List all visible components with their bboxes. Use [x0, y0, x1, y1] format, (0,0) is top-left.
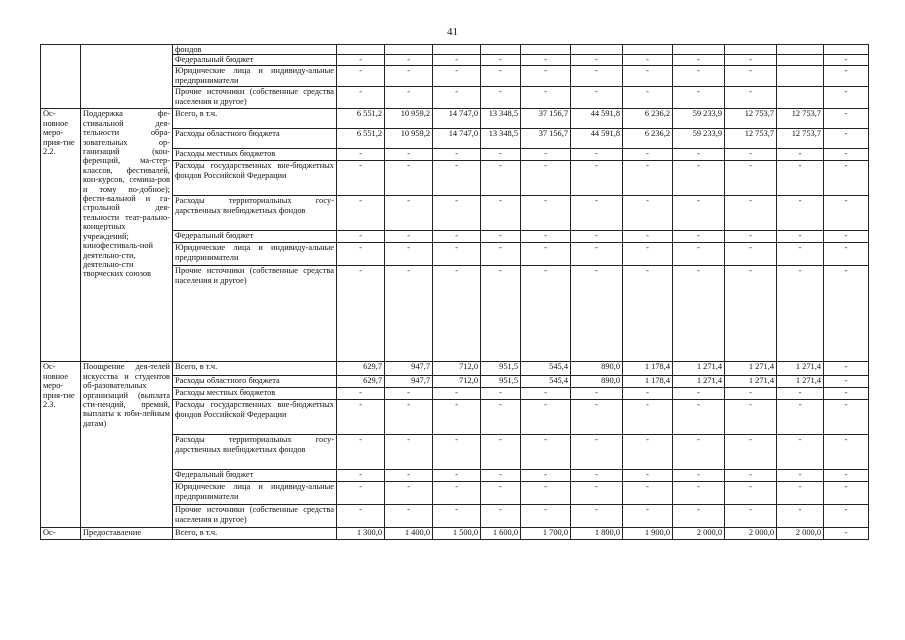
- value-cell: -: [433, 505, 481, 528]
- value-cell: -: [521, 505, 571, 528]
- value-cell: -: [824, 196, 869, 231]
- value-cell: -: [433, 388, 481, 400]
- value-cell: -: [623, 470, 673, 482]
- value-cell: -: [623, 266, 673, 362]
- value-cell: -: [521, 482, 571, 505]
- value-cell: 13 348,5: [481, 129, 521, 149]
- value-cell: -: [385, 388, 433, 400]
- value-cell: -: [824, 243, 869, 266]
- value-cell: [521, 45, 571, 55]
- value-cell: 1 900,0: [623, 528, 673, 540]
- value-cell: -: [521, 435, 571, 470]
- value-cell: -: [571, 196, 623, 231]
- value-cell: -: [521, 55, 571, 66]
- value-cell: -: [337, 87, 385, 109]
- value-cell: -: [725, 400, 777, 435]
- value-cell: 44 591,8: [571, 109, 623, 129]
- value-cell: 12 753,7: [777, 129, 824, 149]
- value-cell: 1 271,4: [777, 376, 824, 388]
- value-cell: -: [777, 435, 824, 470]
- value-cell: 59 233,9: [673, 129, 725, 149]
- value-cell: 1 600,0: [481, 528, 521, 540]
- funding-source-label: Юридические лица и индивиду-альные предприниматели: [173, 243, 337, 266]
- value-cell: 13 348,5: [481, 109, 521, 129]
- value-cell: -: [385, 435, 433, 470]
- value-cell: -: [481, 482, 521, 505]
- funding-source-label: Федеральный бюджет: [173, 55, 337, 66]
- funding-source-label: Юридические лица и индивиду-альные предприниматели: [173, 66, 337, 87]
- value-cell: -: [571, 55, 623, 66]
- table-row: [41, 45, 869, 55]
- budget-table: [40, 44, 869, 540]
- measure-code: Ос-новное меро-прия-тие 2.2.: [41, 109, 81, 362]
- value-cell: 2 000,0: [673, 528, 725, 540]
- funding-source-label: Прочие источники (собственные средства населения и другое): [173, 505, 337, 528]
- value-cell: -: [777, 400, 824, 435]
- funding-source-label: Всего, в т.ч.: [173, 109, 337, 129]
- measure-title: Предоставление: [81, 528, 173, 540]
- value-cell: -: [725, 149, 777, 161]
- measure-code: [41, 45, 81, 109]
- funding-source-label: Расходы областного бюджета: [173, 129, 337, 149]
- value-cell: 629,7: [337, 362, 385, 376]
- value-cell: [824, 45, 869, 55]
- value-cell: -: [725, 161, 777, 196]
- value-cell: -: [385, 482, 433, 505]
- value-cell: -: [521, 388, 571, 400]
- value-cell: -: [673, 435, 725, 470]
- value-cell: 1 500,0: [433, 528, 481, 540]
- value-cell: 14 747,0: [433, 129, 481, 149]
- value-cell: 10 959,2: [385, 109, 433, 129]
- value-cell: -: [777, 243, 824, 266]
- value-cell: -: [673, 470, 725, 482]
- value-cell: -: [824, 528, 869, 540]
- value-cell: 1 271,4: [777, 362, 824, 376]
- value-cell: -: [824, 376, 869, 388]
- value-cell: 629,7: [337, 376, 385, 388]
- value-cell: -: [725, 87, 777, 109]
- value-cell: -: [385, 400, 433, 435]
- value-cell: -: [481, 87, 521, 109]
- funding-source-label: Расходы местных бюджетов: [173, 149, 337, 161]
- value-cell: -: [673, 400, 725, 435]
- value-cell: 1 700,0: [521, 528, 571, 540]
- value-cell: -: [623, 388, 673, 400]
- value-cell: -: [777, 482, 824, 505]
- funding-source-label: Расходы государственных вне-бюджетных фондов Российской Федерации: [173, 400, 337, 435]
- value-cell: -: [673, 149, 725, 161]
- value-cell: -: [673, 243, 725, 266]
- value-cell: 712,0: [433, 376, 481, 388]
- value-cell: -: [481, 243, 521, 266]
- value-cell: -: [824, 87, 869, 109]
- value-cell: [777, 87, 824, 109]
- value-cell: -: [481, 196, 521, 231]
- value-cell: -: [481, 470, 521, 482]
- value-cell: -: [571, 388, 623, 400]
- value-cell: 12 753,7: [725, 129, 777, 149]
- value-cell: -: [433, 161, 481, 196]
- value-cell: -: [521, 87, 571, 109]
- value-cell: -: [824, 149, 869, 161]
- value-cell: -: [521, 400, 571, 435]
- value-cell: -: [725, 231, 777, 243]
- value-cell: -: [725, 388, 777, 400]
- value-cell: -: [337, 161, 385, 196]
- value-cell: -: [337, 505, 385, 528]
- value-cell: -: [481, 505, 521, 528]
- value-cell: -: [673, 482, 725, 505]
- funding-source-label: Расходы областного бюджета: [173, 376, 337, 388]
- value-cell: -: [337, 149, 385, 161]
- value-cell: -: [673, 231, 725, 243]
- value-cell: -: [481, 149, 521, 161]
- value-cell: 44 591,8: [571, 129, 623, 149]
- value-cell: 545,4: [521, 376, 571, 388]
- value-cell: -: [623, 400, 673, 435]
- value-cell: -: [623, 55, 673, 66]
- value-cell: [777, 45, 824, 55]
- value-cell: -: [571, 87, 623, 109]
- value-cell: -: [385, 196, 433, 231]
- value-cell: [725, 45, 777, 55]
- value-cell: -: [673, 66, 725, 87]
- funding-source-label: Прочие источники (собственные средства населения и другое): [173, 266, 337, 362]
- value-cell: -: [824, 362, 869, 376]
- value-cell: -: [824, 109, 869, 129]
- value-cell: 1 178,4: [623, 362, 673, 376]
- value-cell: 1 271,4: [725, 376, 777, 388]
- value-cell: -: [824, 266, 869, 362]
- value-cell: -: [521, 231, 571, 243]
- value-cell: -: [824, 470, 869, 482]
- value-cell: -: [824, 55, 869, 66]
- value-cell: -: [521, 196, 571, 231]
- value-cell: -: [481, 231, 521, 243]
- funding-source-label: Федеральный бюджет: [173, 231, 337, 243]
- value-cell: -: [824, 400, 869, 435]
- value-cell: 1 271,4: [673, 362, 725, 376]
- value-cell: -: [481, 161, 521, 196]
- value-cell: -: [824, 66, 869, 87]
- value-cell: -: [571, 435, 623, 470]
- value-cell: -: [725, 470, 777, 482]
- value-cell: -: [433, 243, 481, 266]
- value-cell: 890,0: [571, 376, 623, 388]
- value-cell: -: [623, 482, 673, 505]
- value-cell: -: [521, 161, 571, 196]
- value-cell: [777, 55, 824, 66]
- value-cell: -: [725, 66, 777, 87]
- value-cell: -: [337, 266, 385, 362]
- value-cell: 947,7: [385, 362, 433, 376]
- value-cell: -: [433, 66, 481, 87]
- funding-source-label: Расходы территориальных госу-дарственных внебюджетных фондов: [173, 435, 337, 470]
- value-cell: -: [571, 266, 623, 362]
- measure-title: Поддержка фе-стивальной дея-тельности обра-зовательных ор-ганизаций (кон-ференций, ма-стер-классов, фестивалей, кон-курсов, семина-ров и тому по-добное); фести-вальной и га-строльной дея-тельности теат-рально-концертных учреждений; кинофестиваль-ной деятельно-сти, деятельно-сти творческих союзов: [81, 109, 173, 362]
- value-cell: -: [777, 196, 824, 231]
- page-number: 41: [447, 26, 458, 38]
- value-cell: -: [521, 470, 571, 482]
- value-cell: -: [337, 66, 385, 87]
- funding-source-label: Расходы местных бюджетов: [173, 388, 337, 400]
- value-cell: -: [481, 266, 521, 362]
- value-cell: [433, 45, 481, 55]
- value-cell: -: [725, 505, 777, 528]
- value-cell: [623, 45, 673, 55]
- value-cell: 37 156,7: [521, 109, 571, 129]
- value-cell: -: [433, 482, 481, 505]
- value-cell: -: [521, 66, 571, 87]
- value-cell: -: [571, 149, 623, 161]
- value-cell: 6 551,2: [337, 129, 385, 149]
- value-cell: -: [777, 231, 824, 243]
- measure-title: [81, 45, 173, 109]
- value-cell: [337, 45, 385, 55]
- value-cell: -: [824, 161, 869, 196]
- value-cell: -: [433, 400, 481, 435]
- value-cell: -: [623, 231, 673, 243]
- value-cell: -: [623, 243, 673, 266]
- value-cell: -: [777, 388, 824, 400]
- value-cell: 12 753,7: [725, 109, 777, 129]
- value-cell: -: [433, 55, 481, 66]
- value-cell: -: [673, 388, 725, 400]
- value-cell: -: [777, 505, 824, 528]
- value-cell: -: [481, 55, 521, 66]
- value-cell: -: [673, 161, 725, 196]
- value-cell: -: [673, 505, 725, 528]
- value-cell: -: [433, 231, 481, 243]
- value-cell: -: [385, 266, 433, 362]
- value-cell: 59 233,9: [673, 109, 725, 129]
- value-cell: 545,4: [521, 362, 571, 376]
- value-cell: -: [824, 505, 869, 528]
- value-cell: -: [623, 66, 673, 87]
- value-cell: 1 271,4: [725, 362, 777, 376]
- value-cell: 890,0: [571, 362, 623, 376]
- value-cell: -: [385, 505, 433, 528]
- value-cell: -: [673, 266, 725, 362]
- value-cell: -: [521, 243, 571, 266]
- value-cell: -: [481, 435, 521, 470]
- value-cell: -: [824, 388, 869, 400]
- value-cell: [571, 45, 623, 55]
- value-cell: 6 236,2: [623, 129, 673, 149]
- value-cell: -: [571, 66, 623, 87]
- funding-source-label: Всего, в т.ч.: [173, 362, 337, 376]
- value-cell: 10 959,2: [385, 129, 433, 149]
- value-cell: 2 000,0: [725, 528, 777, 540]
- measure-title: Поощрение дея-телей искусства и студентов об-разовательных организаций (выплата сти-пендий, премий, выплаты к юби-лейным датам): [81, 362, 173, 528]
- value-cell: -: [337, 243, 385, 266]
- value-cell: -: [433, 266, 481, 362]
- value-cell: 1 300,0: [337, 528, 385, 540]
- value-cell: 12 753,7: [777, 109, 824, 129]
- value-cell: -: [571, 470, 623, 482]
- value-cell: -: [385, 66, 433, 87]
- value-cell: -: [337, 388, 385, 400]
- value-cell: -: [337, 231, 385, 243]
- value-cell: -: [571, 400, 623, 435]
- value-cell: -: [385, 231, 433, 243]
- value-cell: 951,5: [481, 362, 521, 376]
- value-cell: 6 236,2: [623, 109, 673, 129]
- value-cell: [673, 45, 725, 55]
- value-cell: -: [385, 470, 433, 482]
- value-cell: -: [385, 87, 433, 109]
- value-cell: -: [725, 482, 777, 505]
- value-cell: -: [824, 129, 869, 149]
- value-cell: -: [623, 87, 673, 109]
- value-cell: 1 400,0: [385, 528, 433, 540]
- value-cell: -: [673, 196, 725, 231]
- value-cell: -: [725, 196, 777, 231]
- value-cell: -: [385, 55, 433, 66]
- value-cell: -: [777, 149, 824, 161]
- measure-code: Ос-новное меро-прия-тие 2.3.: [41, 362, 81, 528]
- value-cell: 951,5: [481, 376, 521, 388]
- value-cell: -: [481, 66, 521, 87]
- value-cell: 37 156,7: [521, 129, 571, 149]
- value-cell: -: [725, 55, 777, 66]
- value-cell: 6 551,2: [337, 109, 385, 129]
- value-cell: 14 747,0: [433, 109, 481, 129]
- value-cell: -: [433, 470, 481, 482]
- value-cell: -: [725, 243, 777, 266]
- value-cell: -: [623, 161, 673, 196]
- value-cell: 1 178,4: [623, 376, 673, 388]
- value-cell: -: [571, 243, 623, 266]
- value-cell: -: [623, 435, 673, 470]
- value-cell: -: [571, 161, 623, 196]
- value-cell: -: [385, 149, 433, 161]
- value-cell: -: [571, 505, 623, 528]
- value-cell: [385, 45, 433, 55]
- value-cell: -: [824, 435, 869, 470]
- value-cell: -: [571, 231, 623, 243]
- value-cell: -: [521, 149, 571, 161]
- value-cell: -: [777, 470, 824, 482]
- value-cell: -: [673, 55, 725, 66]
- value-cell: -: [337, 482, 385, 505]
- value-cell: -: [623, 149, 673, 161]
- table-row: [41, 362, 869, 376]
- value-cell: -: [824, 482, 869, 505]
- value-cell: [481, 45, 521, 55]
- value-cell: 712,0: [433, 362, 481, 376]
- funding-source-label: Расходы территориальных госу-дарственных внебюджетных фондов: [173, 196, 337, 231]
- funding-source-label: Прочие источники (собственные средства населения и другое): [173, 87, 337, 109]
- value-cell: -: [623, 196, 673, 231]
- value-cell: -: [433, 149, 481, 161]
- value-cell: -: [777, 161, 824, 196]
- value-cell: -: [481, 388, 521, 400]
- value-cell: -: [337, 196, 385, 231]
- value-cell: -: [337, 400, 385, 435]
- value-cell: 1 271,4: [673, 376, 725, 388]
- value-cell: -: [337, 470, 385, 482]
- value-cell: -: [337, 435, 385, 470]
- value-cell: -: [385, 161, 433, 196]
- value-cell: -: [623, 505, 673, 528]
- value-cell: -: [571, 482, 623, 505]
- measure-code: Ос-: [41, 528, 81, 540]
- table-row: [41, 528, 869, 540]
- value-cell: -: [725, 435, 777, 470]
- value-cell: -: [481, 400, 521, 435]
- value-cell: 1 800,0: [571, 528, 623, 540]
- value-cell: -: [433, 196, 481, 231]
- value-cell: [777, 66, 824, 87]
- table-row: [41, 109, 869, 129]
- value-cell: 947,7: [385, 376, 433, 388]
- funding-source-label: Юридические лица и индивиду-альные предприниматели: [173, 482, 337, 505]
- funding-source-label: фондов: [173, 45, 337, 55]
- funding-source-label: Расходы государственных вне-бюджетных фондов Российской Федерации: [173, 161, 337, 196]
- value-cell: -: [337, 55, 385, 66]
- funding-source-label: Всего, в т.ч.: [173, 528, 337, 540]
- value-cell: 2 000,0: [777, 528, 824, 540]
- value-cell: -: [725, 266, 777, 362]
- value-cell: -: [385, 243, 433, 266]
- value-cell: -: [433, 435, 481, 470]
- value-cell: -: [777, 266, 824, 362]
- funding-source-label: Федеральный бюджет: [173, 470, 337, 482]
- value-cell: -: [433, 87, 481, 109]
- value-cell: -: [521, 266, 571, 362]
- value-cell: -: [824, 231, 869, 243]
- value-cell: -: [673, 87, 725, 109]
